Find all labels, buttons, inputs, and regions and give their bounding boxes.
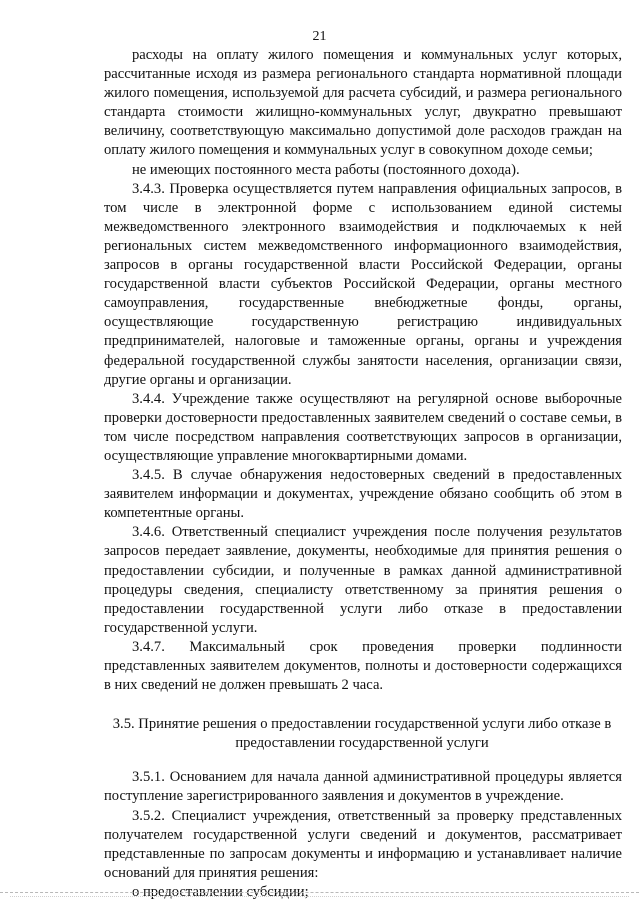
scan-edge-line bbox=[0, 892, 639, 893]
paragraph-expense-criteria: расходы на оплату жилого помещения и коммунальных услуг которых, рассчитанные исходя из размера регионального стандарта нормативной площади жилого помещения, используемой для расчета субсидий, и размера регионального стандарта стоимости жилищно-коммунальных услуг, двукратно превышают величину, соответствующую максимально допустимой доле расходов граждан на оплату жилого помещения и коммунальных услуг в совокупном доходе семьи; bbox=[104, 47, 622, 159]
paragraph-no-permanent-job: не имеющих постоянного места работы (постоянного дохода). bbox=[132, 161, 520, 178]
page-number: 21 bbox=[312, 29, 327, 44]
section-heading-3-5 bbox=[104, 715, 622, 753]
paragraph-3-4-5: 3.4.5. В случае обнаружения недостоверных сведений в предоставленных заявителем информации и документах, учреждение обязано сообщить об этом в компетентные органы. bbox=[104, 467, 622, 522]
paragraph-3-4-3: 3.4.3. Проверка осуществляется путем направления официальных запросов, в том числе в электронной форме с использованием единой системы межведомственного электронного взаимодействия и подключаемых к ней региональных систем межведомственного информационного взаимодействия, запросов в органы государственной власти Российской Федерации, органы государственной власти субъектов Российской Федерации, органы местного самоуправления, государственные внебюджетные фонды, органы, осуществляющие государственную регистрацию индивидуальных предпринимателей, налоговые и таможенные органы, органы и учреждения федеральной государственной службы занятости населения, организации связи, другие органы и организации. bbox=[104, 180, 622, 388]
paragraph-3-5-2: 3.5.2. Специалист учреждения, ответственный за проверку представленных получателем государственной услуги сведений и документов, рассматривает представленные по запросам документы и информацию и устанавливает наличие оснований для принятия решения: bbox=[104, 807, 622, 881]
paragraph-3-4-6: 3.4.6. Ответственный специалист учреждения после получения результатов запросов передает заявление, документы, необходимые для принятия решения о предоставлении субсидии, и полученные в рамках данной административной процедуры сведения, специалисту ответственному за принятия решения о предоставлении государственной услуги либо отказе в предоставлении государственной услуги. bbox=[104, 524, 622, 636]
paragraph-3-4-4: 3.4.4. Учреждение также осуществляют на регулярной основе выборочные проверки достоверности предоставленных заявителем сведений о составе семьи, в том числе посредством направления соответствующих запросов в организации, осуществляющие управление многоквартирными домами. bbox=[104, 390, 622, 464]
document-body bbox=[104, 46, 622, 902]
scan-edge-line-secondary bbox=[10, 896, 629, 897]
section-heading-line-1: 3.5. Принятие решения о предоставлении государственной услуги либо отказе в bbox=[112, 716, 612, 733]
section-heading-line-2: предоставлении государственной услуги bbox=[235, 735, 489, 752]
paragraph-3-4-7: 3.4.7. Максимальный срок проведения проверки подлинности представленных заявителем документов, полноты и достоверности содержащихся в них сведений не должен превышать 2 часа. bbox=[104, 638, 622, 694]
paragraph-subsidy-grant: о предоставлении субсидии; bbox=[132, 883, 309, 900]
paragraph-3-5-1: 3.5.1. Основанием для начала данной административной процедуры является поступление зарегистрированного заявления и документов в учреждение. bbox=[104, 769, 622, 805]
